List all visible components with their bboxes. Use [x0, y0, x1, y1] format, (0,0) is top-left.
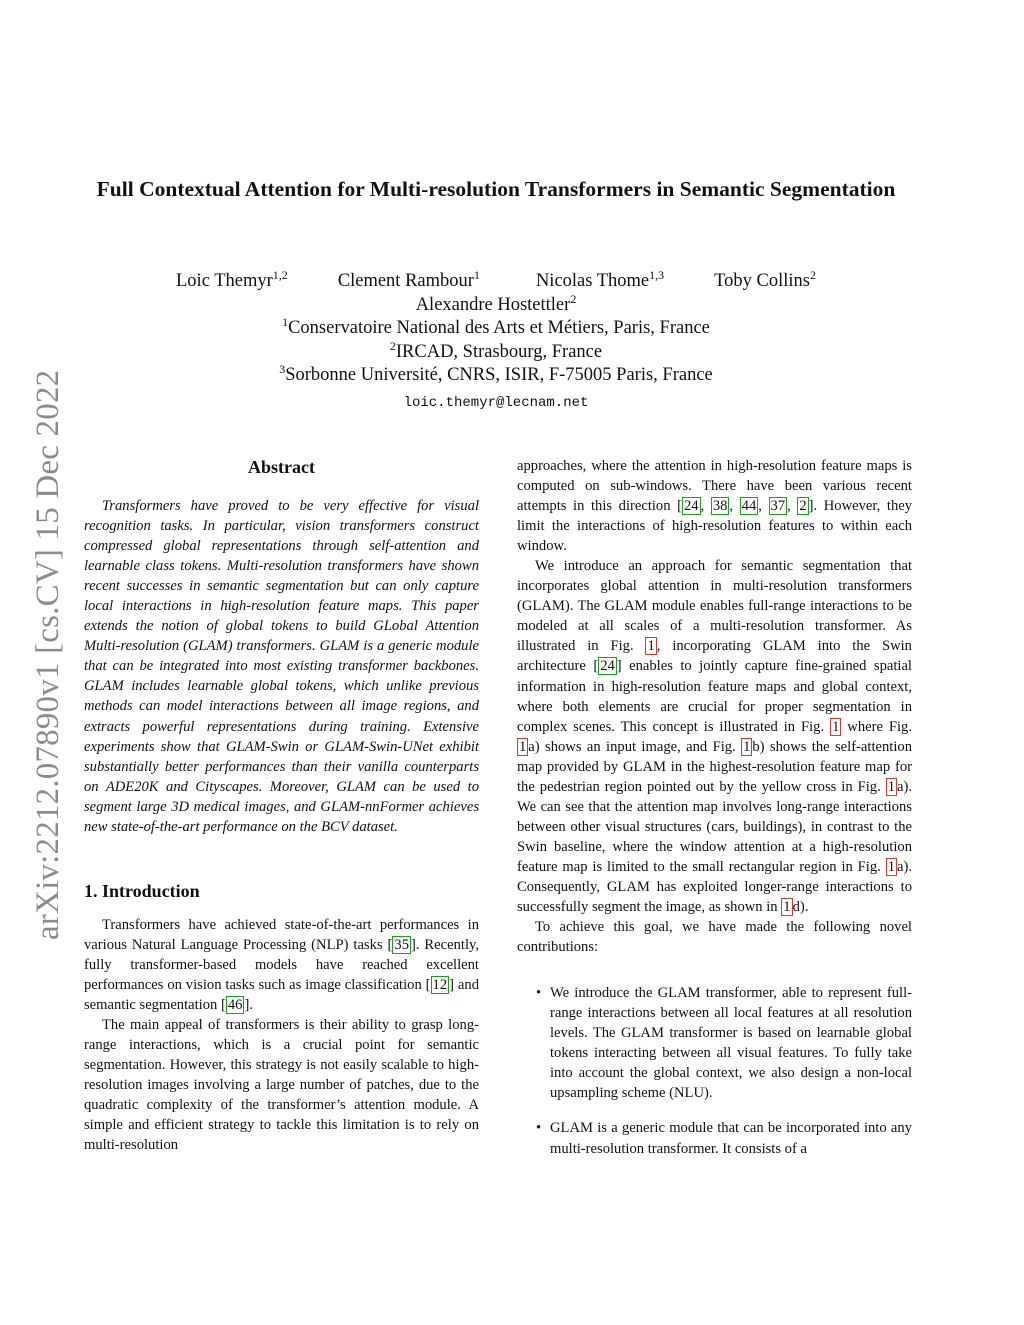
author: Loic Themyr$^{1,2}$: [176, 268, 288, 291]
bullet-icon: •: [536, 1120, 542, 1137]
citation-link[interactable]: 24: [683, 498, 699, 515]
left-column: [84, 456, 479, 1155]
figure-link[interactable]: 1: [519, 738, 527, 755]
figure-link[interactable]: 1: [743, 738, 751, 755]
figure-link[interactable]: 1: [887, 778, 895, 795]
figure-link[interactable]: 1: [647, 638, 655, 655]
citation-link[interactable]: 12: [432, 976, 448, 993]
bullet-icon: •: [536, 985, 542, 1002]
figure-link[interactable]: 1: [832, 718, 840, 735]
citation-link[interactable]: 46: [227, 996, 243, 1013]
author-email: loic.themyr@lecnam.net: [403, 394, 589, 411]
paper-title: Full Contextual Attention for Multi-resolution Transformers in Semantic Segmentation: [96, 177, 896, 201]
right-column: [517, 456, 912, 1174]
list-item: • We introduce the GLAM transformer, able to represent full-range interactions between all local features at all resolution levels. The GLAM transformer is based on learnable global tokens interacting between all visual features. To fully take into account the global context, we also design a non-local upsampling scheme (NLU).: [536, 985, 912, 1102]
citation-link[interactable]: 38: [712, 498, 728, 515]
contributions-list: [517, 983, 912, 1158]
arxiv-identifier: arXiv:2212.07890v1 [cs.CV] 15 Dec 2022: [30, 369, 66, 940]
affiliation: $^3$Sorbonne Université, CNRS, ISIR, F-75005 Paris, France: [279, 362, 713, 385]
affiliation: $^2$IRCAD, Strasbourg, France: [389, 338, 603, 362]
author: Alexandre Hostettler$^2$: [415, 291, 577, 315]
abstract-text: Transformers have proved to be very effective for visual recognition tasks. In particular, vision transformers construct compressed global representations through self-attention and learnable class tokens. Multi-resolution transformers have shown recent successes in semantic segmentation but can only capture local interactions in high-resolution feature maps. This paper extends the notion of global tokens to build GLobal Attention Multi-resolution (GLAM) transformers. GLAM is a generic module that can be integrated into most existing transformer backbones. GLAM includes learnable global tokens, which unlike previous methods can model interactions between all image regions, and extracts powerful representations during training. Extensive experiments show that GLAM-Swin or GLAM-Swin-UNet exhibit substantially better performances than their vanilla counterparts on ADE20K and Cityscapes. Moreover, GLAM can be used to segment large 3D medical images, and GLAM-nnFormer achieves new state-of-the-art performance on the BCV dataset.: [84, 498, 479, 835]
paragraph: Transformers have achieved state-of-the-art performances in various Natural Language Processing (NLP) tasks [ 35 ]. Recently, fully transformer-based models have reached excellent performances on vision tasks such as image classification [ 12 ] and semantic segmentation [ 46 ].: [84, 916, 480, 1013]
figure-link[interactable]: 1: [887, 858, 895, 875]
paragraph: approaches, where the attention in high-resolution feature maps is computed on sub-windows. There have been various recent attempts in this direction [ 24 , 38 , 44 , 37 , 2 ]. However, they limit the interactions of high-resolution features to within each window.: [517, 458, 913, 555]
section-heading-introduction: 1. Introduction: [84, 880, 200, 901]
author-block: [96, 270, 896, 415]
paragraph: The main appeal of transformers is their ability to grasp long-range interactions, which is a crucial point for semantic segmentation. However, this strategy is not easily scalable to high-resolution images involving a large number of patches, due to the quadratic complexity of the transformer’s attention module. A simple and efficient strategy to tackle this limitation is to rely on multi-resolution: [84, 1017, 479, 1154]
list-item: • GLAM is a generic module that can be incorporated into any multi-resolution transformer. It consists of a: [536, 1120, 912, 1157]
citation-link[interactable]: 37: [770, 498, 786, 515]
author-row: [96, 270, 896, 294]
citation-link[interactable]: 24: [600, 658, 615, 675]
author: Toby Collins$^2$: [714, 268, 816, 291]
author: Nicolas Thome$^{1,3}$: [535, 268, 665, 291]
figure-link[interactable]: 1: [783, 899, 791, 916]
citation-link[interactable]: 2: [799, 498, 807, 515]
citation-link[interactable]: 35: [394, 936, 409, 953]
abstract-heading: Abstract: [248, 457, 315, 477]
affiliation: $^1$Conservatoire National des Arts et Métiers, Paris, France: [282, 315, 710, 338]
paragraph: We introduce an approach for semantic segmentation that incorporates global attention in multi-resolution transformers (GLAM). The GLAM module enables full-range interactions to be modeled at all scales of a multi-resolution transformer. As illustrated in Fig. 1 , incorporating GLAM into the Swin architecture [ 24 ] enables to jointly capture fine-grained spatial information in high-resolution feature maps and global context, where both elements are crucial for proper segmentation in complex scenes. This concept is illustrated in Fig. 1 where Fig. 1 a) shows an input image, and Fig. 1 b) shows the self-attention map provided by GLAM in the highest-resolution feature map for the pedestrian region pointed out by the yellow cross in Fig. 1 a). We can see that the attention map involves long-range interactions between other visual structures (cars, buildings), in contrast to the Swin baseline, where the window attention at a high-resolution feature map is limited to the small rectangular region in Fig. 1 a). Consequently, GLAM has exploited longer-range interactions to successfully segment the image, as shown in 1 d).: [517, 558, 912, 916]
paragraph: To achieve this goal, we have made the following novel contributions:: [517, 919, 912, 956]
author: Clement Rambour$^1$: [337, 268, 480, 291]
citation-link[interactable]: 44: [741, 498, 757, 515]
